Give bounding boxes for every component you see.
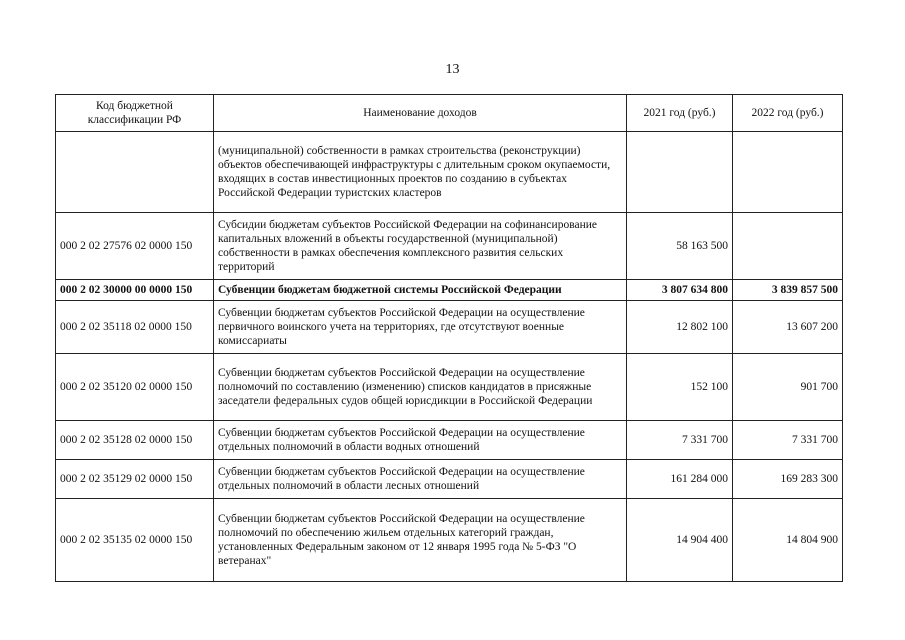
table-row bbox=[56, 301, 843, 354]
row-code: 000 2 02 35128 02 0000 150 bbox=[56, 421, 214, 460]
row-name: Субвенции бюджетам бюджетной системы Российской Федерации bbox=[214, 280, 627, 301]
row-code bbox=[56, 132, 214, 213]
row-amount-2022: 169 283 300 bbox=[733, 460, 843, 499]
row-amount-2021: 58 163 500 bbox=[627, 213, 733, 280]
table-row bbox=[56, 213, 843, 280]
row-amount-2021 bbox=[627, 132, 733, 213]
row-code: 000 2 02 30000 00 0000 150 bbox=[56, 280, 214, 301]
row-amount-2022: 901 700 bbox=[733, 354, 843, 421]
row-amount-2021: 7 331 700 bbox=[627, 421, 733, 460]
table-row bbox=[56, 460, 843, 499]
page-number: 13 bbox=[445, 62, 460, 77]
row-amount-2022: 7 331 700 bbox=[733, 421, 843, 460]
header-year-2021: 2021 год (руб.) bbox=[627, 95, 733, 132]
row-name: Субвенции бюджетам субъектов Российской Федерации на осуществление полномочий по обеспечению жильем отдельных категорий граждан, установленных Федеральным законом от 12 января 1995 года № 5-ФЗ "О ветеранах" bbox=[214, 499, 627, 582]
header-year-2022: 2022 год (руб.) bbox=[733, 95, 843, 132]
row-code: 000 2 02 35129 02 0000 150 bbox=[56, 460, 214, 499]
row-code: 000 2 02 35135 02 0000 150 bbox=[56, 499, 214, 582]
row-name: Субвенции бюджетам субъектов Российской Федерации на осуществление полномочий по составлению (изменению) списков кандидатов в присяжные заседатели федеральных судов общей юрисдикции в Российской Федерации bbox=[214, 354, 627, 421]
row-code: 000 2 02 35120 02 0000 150 bbox=[56, 354, 214, 421]
row-name: Субвенции бюджетам субъектов Российской Федерации на осуществление отдельных полномочий в области водных отношений bbox=[214, 421, 627, 460]
row-name: Субсидии бюджетам субъектов Российской Федерации на софинансирование капитальных вложений в объекты государственной (муниципальной) собственности в рамках обеспечения комплексного развития сельских территорий bbox=[214, 213, 627, 280]
row-amount-2021: 161 284 000 bbox=[627, 460, 733, 499]
table-row bbox=[56, 354, 843, 421]
row-amount-2022 bbox=[733, 132, 843, 213]
row-name: Субвенции бюджетам субъектов Российской Федерации на осуществление отдельных полномочий в области лесных отношений bbox=[214, 460, 627, 499]
row-amount-2021: 152 100 bbox=[627, 354, 733, 421]
row-amount-2021: 12 802 100 bbox=[627, 301, 733, 354]
row-name: (муниципальной) собственности в рамках строительства (реконструкции) объектов обеспечивающей инфраструктуры с длительным сроком окупаемости, входящих в состав инвестиционных проектов по созданию в субъектах Российской Федерации туристских кластеров bbox=[214, 132, 627, 213]
table-row bbox=[56, 499, 843, 582]
row-amount-2022: 13 607 200 bbox=[733, 301, 843, 354]
table-row bbox=[56, 421, 843, 460]
row-amount-2021: 14 904 400 bbox=[627, 499, 733, 582]
row-code: 000 2 02 27576 02 0000 150 bbox=[56, 213, 214, 280]
table-header-row bbox=[56, 95, 843, 132]
row-amount-2021: 3 807 634 800 bbox=[627, 280, 733, 301]
row-code: 000 2 02 35118 02 0000 150 bbox=[56, 301, 214, 354]
header-code: Код бюджетной классификации РФ bbox=[56, 95, 214, 132]
table-row-total bbox=[56, 280, 843, 301]
row-amount-2022 bbox=[733, 213, 843, 280]
budget-revenue-table bbox=[55, 94, 843, 582]
row-amount-2022: 3 839 857 500 bbox=[733, 280, 843, 301]
row-name: Субвенции бюджетам субъектов Российской Федерации на осуществление первичного воинского учета на территориях, где отсутствуют военные комиссариаты bbox=[214, 301, 627, 354]
table-row bbox=[56, 132, 843, 213]
header-name: Наименование доходов bbox=[214, 95, 627, 132]
row-amount-2022: 14 804 900 bbox=[733, 499, 843, 582]
